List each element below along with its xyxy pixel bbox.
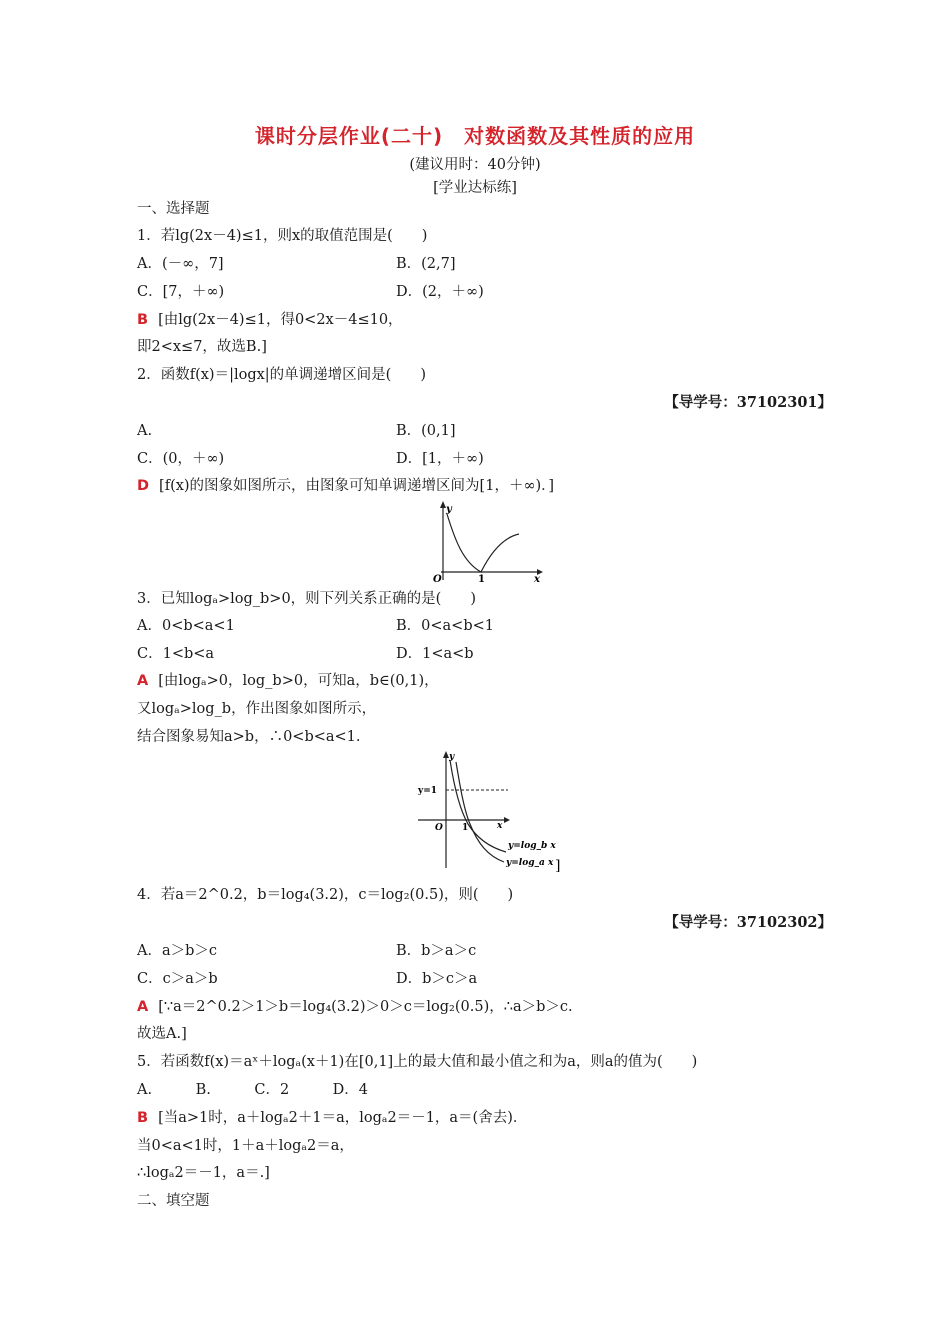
q1-solution-2: 即2<x≤7，故选B.] — [137, 339, 267, 355]
q5-answer: B — [137, 1110, 149, 1126]
q1-option-b: B．(2,7] — [396, 256, 456, 272]
q5-solution-3: ∴logₐ2＝－1，a＝.] — [137, 1165, 270, 1181]
q5-stem: 5．若函数f(x)＝aˣ＋logₐ(x＋1)在[0,1]上的最大值和最小值之和为a，则a的值为( ) — [137, 1054, 698, 1070]
q4-option-b: B．b＞a＞c — [396, 943, 477, 959]
q3-option-a: A．0<b<a<1 — [137, 618, 235, 634]
q1-option-c: C．[7，＋∞) — [137, 284, 225, 300]
q2-answer: D — [137, 478, 150, 494]
q3-stem: 3．已知logₐ>log_b>0，则下列关系正确的是( ) — [137, 591, 476, 607]
q3-solution — [137, 671, 439, 691]
suggested-time: (建议用时：40分钟) — [409, 157, 541, 173]
q3-answer: A — [137, 673, 149, 689]
q2-solution-text: [f(x)的图象如图所示，由图象可知单调递增区间为[1，＋∞)．] — [159, 478, 555, 494]
q5-solution — [137, 1108, 527, 1128]
q2-solution — [137, 476, 554, 496]
q3-solution-text: [由logₐ>0，log_b>0，可知a，b∈(0,1)， — [158, 673, 439, 689]
section-heading-fill: 二、填空题 — [137, 1193, 210, 1209]
q3-graph-closing-bracket: ] — [555, 858, 561, 872]
q4-solution-2: 故选A.] — [137, 1026, 187, 1042]
q3-y-label: y — [449, 752, 455, 762]
q4-answer: A — [137, 999, 149, 1015]
q3-solution-3: 结合图象易知a>b，∴0<b<a<1. — [137, 729, 361, 745]
q3-curve-a-label: y=log_a x — [506, 858, 554, 868]
q4-option-d: D．b＞c＞a — [396, 971, 478, 987]
q1-solution — [137, 310, 403, 330]
q4-guide-number: 【导学号：37102302】 — [664, 914, 832, 931]
q3-graph — [412, 748, 572, 872]
q1-stem: 1．若lg(2x－4)≤1，则x的取值范围是( ) — [137, 228, 428, 244]
q4-stem: 4．若a＝2^0.2，b＝log₄(3.2)，c＝log₂(0.5)，则( ) — [137, 887, 514, 903]
q4-option-c: C．c＞a＞b — [137, 971, 218, 987]
section-heading-choice: 一、选择题 — [137, 201, 210, 217]
q5-solution-2: 当0<a<1时，1＋a＋logₐ2＝a， — [137, 1138, 354, 1154]
q3-curve-log-a — [456, 762, 504, 862]
q2-y-label: y — [446, 504, 452, 515]
section-label: [学业达标练] — [433, 180, 517, 196]
q2-option-c: C．(0，＋∞) — [137, 451, 225, 467]
q3-curve-b-label: y=log_b x — [508, 841, 556, 851]
q2-guide-number: 【导学号：37102301】 — [664, 394, 832, 411]
q2-option-d: D．[1，＋∞) — [396, 451, 484, 467]
q3-solution-2: 又logₐ>log_b，作出图象如图所示， — [137, 701, 377, 717]
q5-solution-text: [当a>1时，a＋logₐ2＋1＝a，logₐ2＝－1，a＝(舍去)． — [158, 1110, 528, 1126]
q2-origin-label: O — [433, 574, 442, 585]
q3-origin-label: O — [435, 823, 443, 833]
q2-x-label: x — [534, 574, 540, 585]
q2-curve — [447, 514, 519, 572]
page-title: 课时分层作业(二十) 对数函数及其性质的应用 — [254, 124, 696, 148]
q2-stem: 2．函数f(x)＝|logx|的单调递增区间是( ) — [137, 367, 426, 383]
q1-answer: B — [137, 312, 149, 328]
q2-graph — [425, 500, 545, 586]
q3-line-label: y=1 — [418, 786, 438, 796]
q4-solution-text: [∵a＝2^0.2＞1＞b＝log₄(3.2)＞0＞c＝log₂(0.5)，∴a＞b＞c. — [158, 999, 573, 1015]
q2-option-b: B．(0,1] — [396, 423, 456, 439]
q3-x-arrow — [504, 817, 510, 823]
q3-tick-1: 1 — [462, 823, 469, 833]
q1-option-d: D．(2，＋∞) — [396, 284, 484, 300]
q4-solution — [137, 997, 573, 1017]
q2-tick-1: 1 — [478, 574, 485, 585]
q3-option-b: B．0<a<b<1 — [396, 618, 494, 634]
q2-option-a: A. — [137, 423, 153, 439]
q3-option-c: C．1<b<a — [137, 646, 215, 662]
q3-x-label: x — [497, 821, 503, 831]
q4-option-a: A．a＞b＞c — [137, 943, 218, 959]
q1-solution-text: [由lg(2x－4)≤1，得0<2x－4≤10， — [158, 312, 403, 328]
q3-option-d: D．1<a<b — [396, 646, 474, 662]
q5-options: A. B. C．2 D．4 — [137, 1082, 369, 1098]
q1-option-a: A．(－∞，7] — [137, 256, 224, 272]
